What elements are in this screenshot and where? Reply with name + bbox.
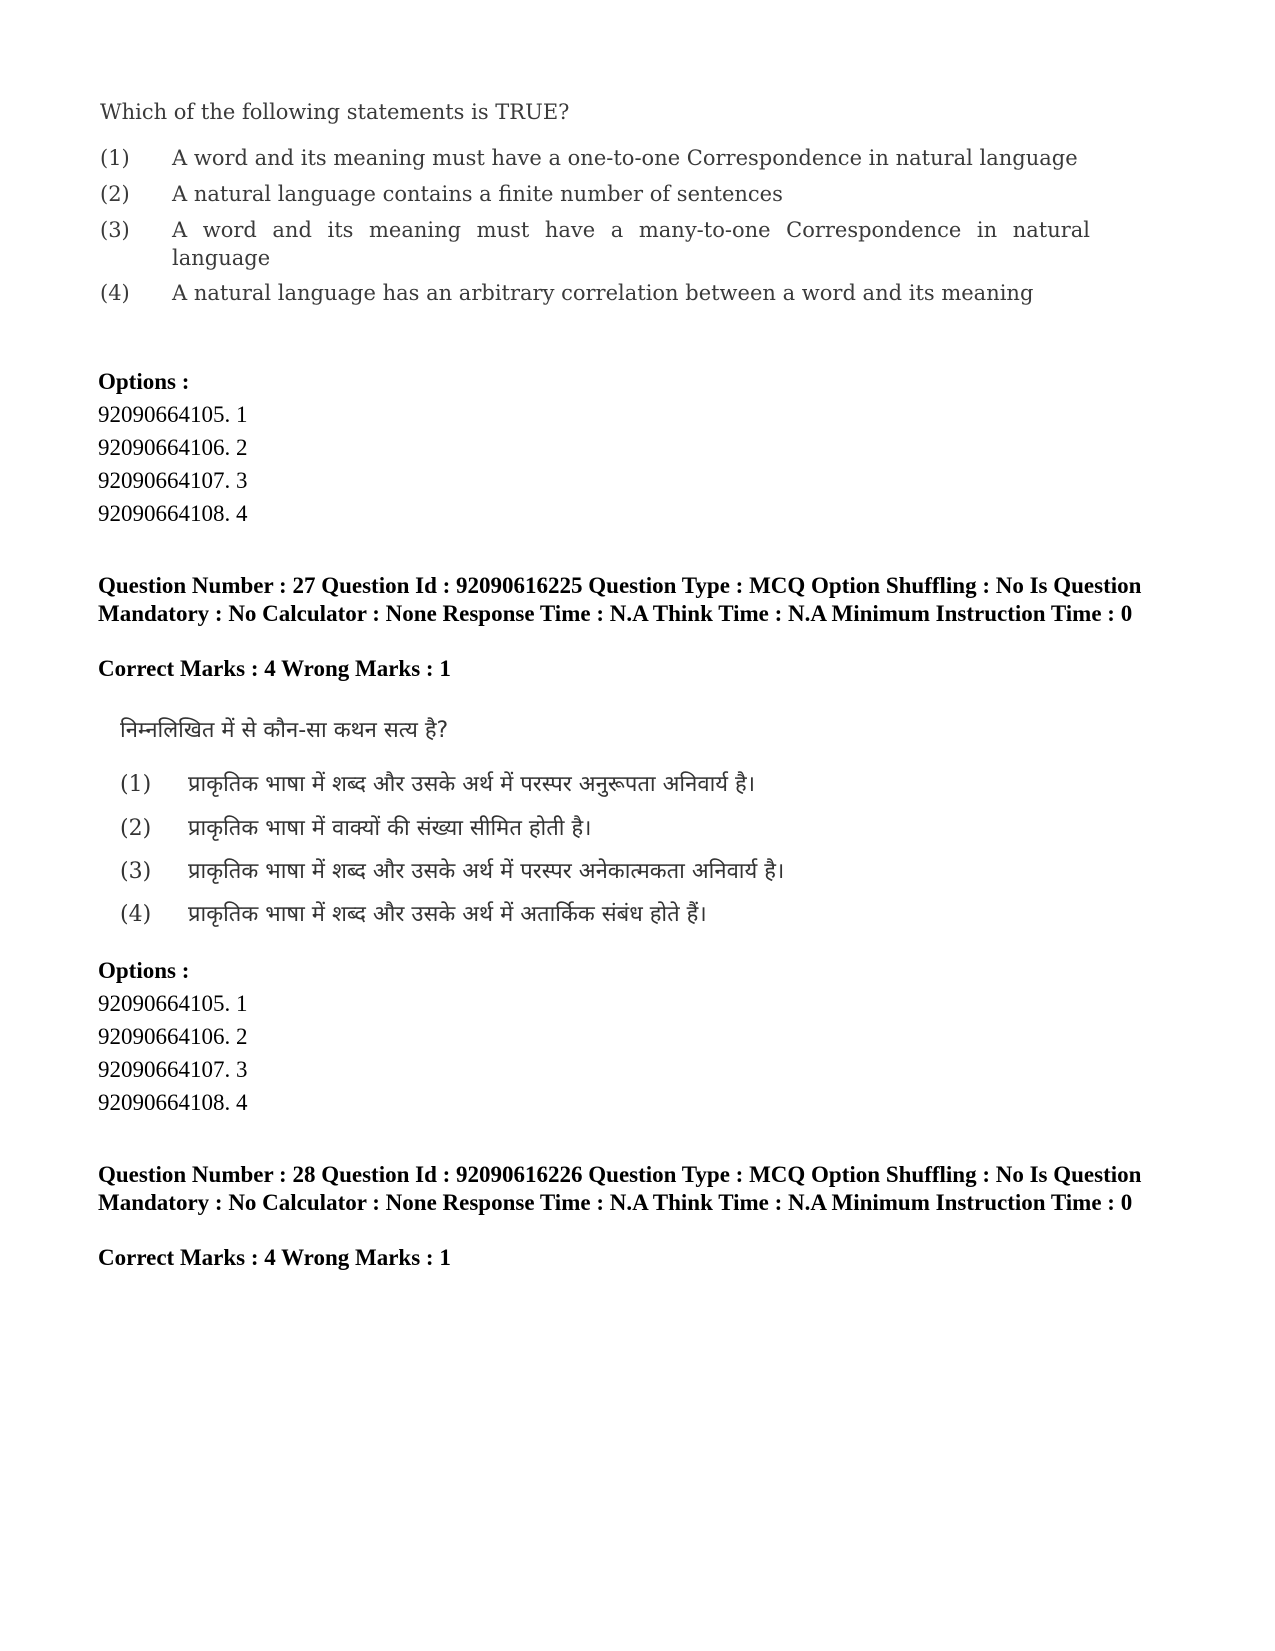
choice-number: (1) — [100, 146, 130, 170]
q26-choice-3 — [100, 216, 1090, 279]
q27-meta: Question Number : 27 Question Id : 92090616225 Question Type : MCQ Option Shuffling : No Is Question Mandatory : No Calculator : None Response Time : N.A Think Time : N.A Minimum Instruction Time : 0 — [98, 573, 1142, 626]
option-item: 92090664105. 1 — [98, 402, 248, 427]
choice-text: A natural language contains a finite number of sentences — [172, 182, 783, 206]
q26-stem: Which of the following statements is TRUE? — [100, 100, 570, 124]
choice-number: (2) — [120, 816, 152, 841]
choice-text: A word and its meaning must have a many-to-one Correspondence in natural language — [172, 218, 1090, 270]
choice-text: प्राकृतिक भाषा में शब्द और उसके अर्थ में परस्पर अनेकात्मकता अनिवार्य है। — [188, 859, 785, 884]
option-item: 92090664107. 3 — [98, 1057, 248, 1082]
q26-question-image — [100, 100, 1090, 315]
q27-stem: निम्नलिखित में से कौन-सा कथन सत्य है? — [120, 718, 449, 743]
choice-text: A natural language has an arbitrary correlation between a word and its meaning — [172, 281, 1034, 305]
choice-number: (4) — [120, 902, 152, 927]
choice-number: (4) — [100, 281, 130, 305]
q26-choice-4 — [100, 279, 1090, 315]
choice-number: (3) — [100, 218, 130, 242]
q27-choice-1 — [120, 768, 755, 798]
q27-question-image — [120, 714, 880, 944]
option-item: 92090664105. 1 — [98, 991, 248, 1016]
q26-choice-2 — [100, 180, 1090, 216]
option-item: 92090664108. 4 — [98, 1090, 248, 1115]
choice-text: A word and its meaning must have a one-to-one Correspondence in natural language — [172, 146, 1078, 170]
choice-number: (1) — [120, 772, 152, 797]
q28-marks: Correct Marks : 4 Wrong Marks : 1 — [98, 1245, 451, 1270]
options-label: Options : — [98, 369, 190, 394]
option-item: 92090664107. 3 — [98, 468, 248, 493]
q26-options — [98, 365, 248, 530]
options-label: Options : — [98, 958, 190, 983]
option-item: 92090664108. 4 — [98, 501, 248, 526]
q26-choice-1 — [100, 144, 1090, 180]
choice-number: (3) — [120, 859, 152, 884]
q27-choice-4 — [120, 898, 707, 928]
q27-options — [98, 954, 248, 1119]
choice-text: प्राकृतिक भाषा में शब्द और उसके अर्थ में परस्पर अनुरूपता अनिवार्य है। — [188, 772, 756, 797]
q27-choice-2 — [120, 812, 591, 842]
choice-number: (2) — [100, 182, 130, 206]
q28-meta: Question Number : 28 Question Id : 92090616226 Question Type : MCQ Option Shuffling : No Is Question Mandatory : No Calculator : None Response Time : N.A Think Time : N.A Minimum Instruction Time : 0 — [98, 1162, 1142, 1215]
choice-text: प्राकृतिक भाषा में शब्द और उसके अर्थ में अतार्किक संबंध होते हैं। — [188, 902, 707, 927]
option-item: 92090664106. 2 — [98, 1024, 248, 1049]
q27-choice-3 — [120, 855, 784, 885]
choice-text: प्राकृतिक भाषा में वाक्यों की संख्या सीमित होती है। — [188, 816, 592, 841]
option-item: 92090664106. 2 — [98, 435, 248, 460]
q27-marks: Correct Marks : 4 Wrong Marks : 1 — [98, 656, 451, 681]
